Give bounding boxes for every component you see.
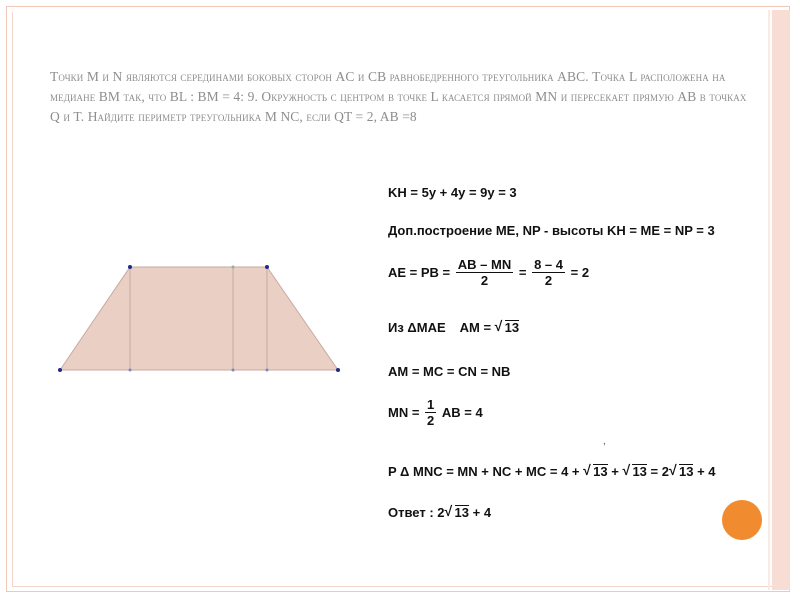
point-e: [129, 369, 132, 372]
stray-mark: ,: [603, 436, 606, 447]
solution-line-6: [388, 397, 483, 428]
point-a: [58, 368, 62, 372]
fraction-denominator: 2: [480, 273, 489, 288]
point-h: [232, 369, 235, 372]
point-b: [336, 368, 340, 372]
frame-right-stripe: [772, 10, 790, 590]
equals-sign: =: [518, 265, 527, 280]
mn-label: MN =: [388, 405, 420, 420]
plus-sign: +: [611, 464, 619, 479]
ab-equals-4: AB = 4: [441, 405, 483, 420]
frame-left-line: [12, 12, 13, 586]
sqrt-13: √ 13: [669, 464, 693, 479]
sqrt-13: √ 13: [445, 505, 469, 520]
fraction-denominator: 2: [544, 273, 553, 288]
fraction-one-half: [425, 397, 436, 428]
fraction-8-4: [532, 257, 565, 288]
answer-plus-4: + 4: [472, 505, 492, 520]
solution-line-7: [388, 464, 716, 479]
solution-line-4: [388, 320, 519, 335]
result-2: = 2: [570, 265, 590, 280]
fraction-numerator: 1: [427, 397, 435, 412]
sqrt-13: √ 13: [622, 464, 646, 479]
fraction-ab-mn: [456, 257, 513, 288]
solution-line-3: [388, 257, 589, 288]
solution-line-5: AM = MC = CN = NB: [388, 364, 511, 379]
problem-statement: Точки M и N являются серединами боковых сторон AC и CB равнобедренного треугольника ABC. Точка L расположена на медиане BM так, что BL : BM = 4: 9. Окружность с центром в точке L касается прямой MN и пересекает прямую AB в точках Q и T. Найдите периметр треугольника M NC, если QT = 2, AB =8: [50, 69, 747, 124]
fraction-denominator: 2: [427, 413, 435, 428]
frame-bottom-line: [12, 586, 782, 587]
plus-4: + 4: [697, 464, 716, 479]
solution-line-2: Доп.построение ME, NP - высоты KH = ME = NP = 3: [388, 223, 715, 238]
point-k: [232, 266, 235, 269]
sqrt-13: √ 13: [583, 464, 607, 479]
point-n: [265, 265, 269, 269]
triangle-mae-label: Из ΔMAE: [388, 320, 446, 335]
frame-right-thin-stripe: [768, 10, 770, 590]
fraction-numerator: AB – MN: [457, 257, 512, 272]
ae-pb-lhs: AE = PB =: [388, 265, 451, 280]
decorative-orange-circle: [722, 500, 762, 540]
solution-line-1: KH = 5y + 4y = 9y = 3: [388, 185, 517, 200]
trapezoid-shape: [60, 267, 338, 370]
equals-2: = 2: [650, 464, 669, 479]
solution-line-8: [388, 505, 491, 520]
point-p: [266, 369, 269, 372]
am-label: AM =: [459, 320, 492, 335]
answer-label: Ответ : 2: [388, 505, 445, 520]
sqrt-13: √ 13: [495, 320, 519, 335]
point-m: [128, 265, 132, 269]
trapezoid-figure: [50, 255, 360, 385]
fraction-numerator: 8 – 4: [534, 257, 563, 272]
perimeter-expression: P Δ MNC = MN + NC + MC = 4 +: [388, 464, 580, 479]
